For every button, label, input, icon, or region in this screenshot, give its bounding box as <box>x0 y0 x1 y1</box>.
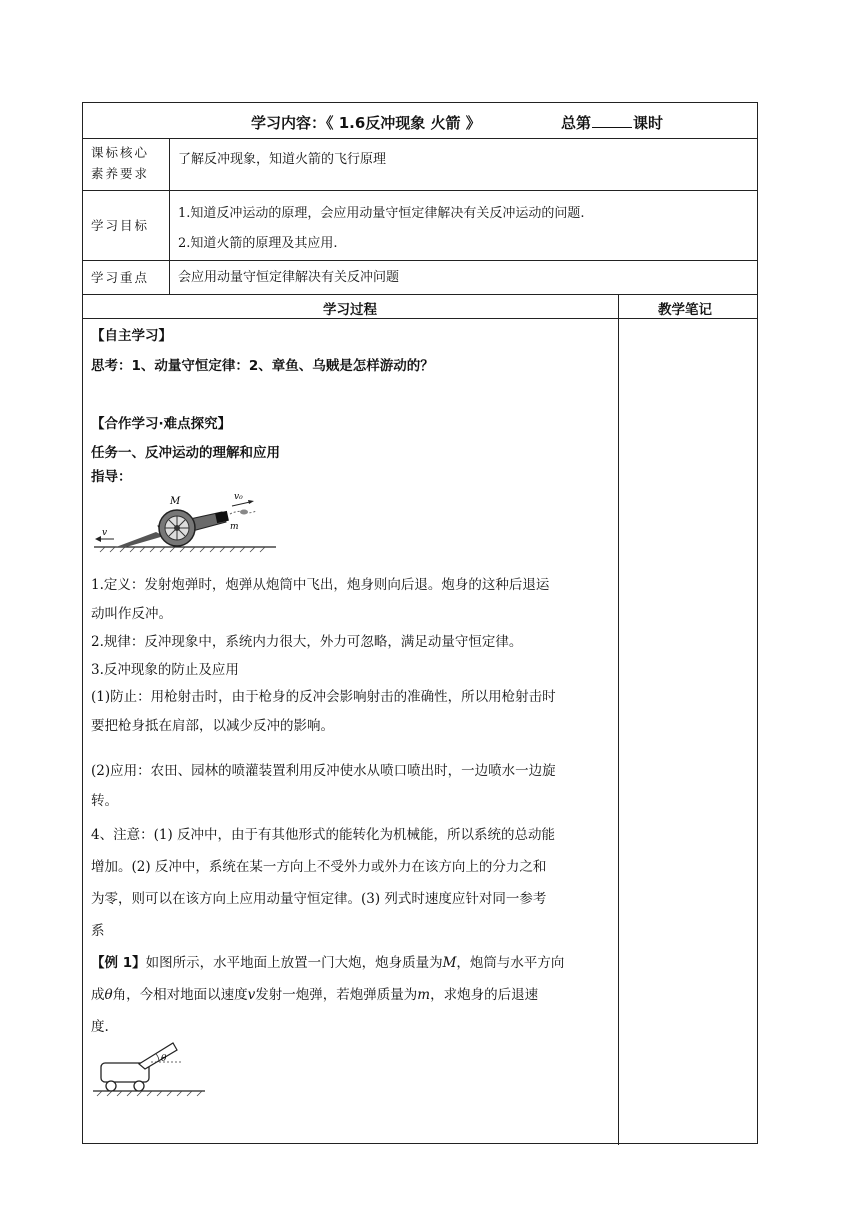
core-literacy-value: 了解反冲现象，知道火箭的飞行原理 <box>178 152 387 167</box>
self-study-heading: 【自主学习】 <box>91 328 172 344</box>
goal-2: 2.知道火箭的原理及其应用. <box>178 236 338 251</box>
key-points-label: 学习重点 <box>83 261 170 294</box>
apply-line-2: 转。 <box>91 793 118 809</box>
label-v: v <box>102 528 108 538</box>
example-tag: 【例 1】 <box>91 955 146 971</box>
prevent-title: 3.反冲现象的防止及应用 <box>91 662 239 678</box>
title-row <box>83 103 757 139</box>
label-m: m <box>230 522 239 532</box>
learning-goals-row <box>83 191 757 261</box>
cannon-recoil-figure <box>94 484 276 556</box>
example-line-1: 【例 1】如图所示，水平地面上放置一门大炮，炮身质量为M，炮筒与水平方向 <box>91 955 565 971</box>
lesson-title: 学习内容：《 1.6反冲现象 火箭 》 <box>251 114 481 132</box>
session-count: 总第 课时 <box>561 114 664 132</box>
column-divider <box>618 295 619 1145</box>
core-literacy-row <box>83 139 757 191</box>
rule-line: 2.规律：反冲现象中，系统内力很大，外力可忽略，满足动量守恒定律。 <box>91 634 523 650</box>
prevent-line-1: (1)防止：用枪射击时，由于枪身的反冲会影响射击的准确性，所以用枪射击时 <box>91 689 556 705</box>
column-header-row <box>83 295 757 319</box>
label-theta: θ <box>161 1054 167 1064</box>
learning-goals-label: 学习目标 <box>83 191 170 260</box>
goal-1: 1.知道反冲运动的原理，会应用动量守恒定律解决有关反冲运动的问题. <box>178 206 585 221</box>
label-M: M <box>170 496 181 507</box>
example-line-3: 度. <box>91 1019 109 1035</box>
example-line-2: 成θ角，今相对地面以速度v发射一炮弹，若炮弹质量为m，求炮身的后退速 <box>91 987 539 1003</box>
note-line-3: 为零，则可以在该方向上应用动量守恒定律。(3) 列式时速度应针对同一参考 <box>91 891 547 907</box>
definition-line-2: 动叫作反冲。 <box>91 606 172 622</box>
note-line-2: 增加。(2) 反冲中，系统在某一方向上不受外力或外力在该方向上的分力之和 <box>91 859 547 875</box>
guide-label: 指导： <box>91 469 132 485</box>
label-v0: v₀ <box>234 492 243 502</box>
self-study-question: 思考：1、动量守恒定律：2、章鱼、乌贼是怎样游动的？ <box>91 358 434 374</box>
coop-heading: 【合作学习·难点探究】 <box>91 416 232 432</box>
task-title: 任务一、反冲运动的理解和应用 <box>91 445 280 461</box>
note-line-4: 系 <box>91 923 105 939</box>
notes-column-header: 教学笔记 <box>658 302 712 318</box>
cannon-angle-figure <box>93 1041 205 1103</box>
process-column-header: 学习过程 <box>323 302 377 318</box>
session-blank <box>592 113 632 128</box>
core-literacy-label: 课标核心 素养要求 <box>83 139 170 190</box>
key-points-row <box>83 261 757 295</box>
lesson-sheet <box>82 102 758 1144</box>
key-points-value: 会应用动量守恒定律解决有关反冲问题 <box>178 270 400 285</box>
definition-line-1: 1.定义：发射炮弹时，炮弹从炮筒中飞出，炮身则向后退。炮身的这种后退运 <box>91 577 550 593</box>
prevent-line-2: 要把枪身抵在肩部，以减少反冲的影响。 <box>91 718 334 734</box>
apply-line-1: (2)应用：农田、园林的喷灌装置利用反冲使水从喷口喷出时，一边喷水一边旋 <box>91 763 556 779</box>
note-line-1: 4、注意：(1) 反冲中，由于有其他形式的能转化为机械能，所以系统的总动能 <box>91 827 556 843</box>
